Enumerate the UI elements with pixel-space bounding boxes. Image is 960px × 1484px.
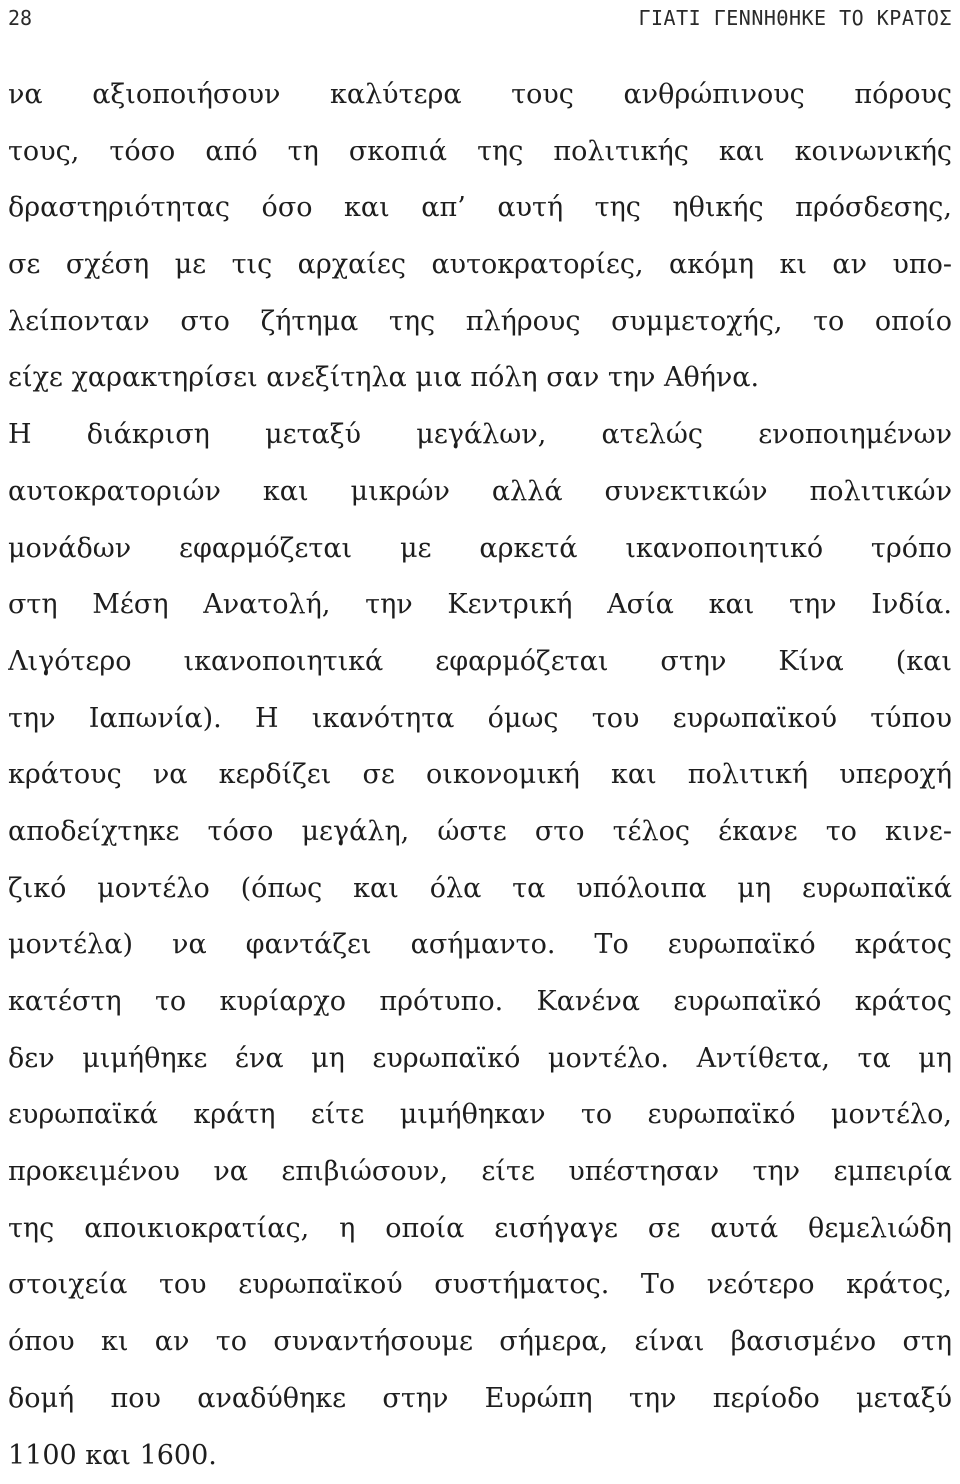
text-line: είχε χαρακτηρίσει ανεξίτηλα μια πόλη σαν την Αθήνα. [8, 350, 952, 407]
text-line: ευρωπαϊκά κράτη είτε μιμήθηκαν το ευρωπαϊκό μοντέλο, [8, 1087, 952, 1144]
text-line: μονάδων εφαρμόζεται με αρκετά ικανοποιητικό τρόπο [8, 521, 952, 578]
body-text [8, 67, 952, 1484]
text-line: να αξιοποιήσουν καλύτερα τους ανθρώπινους πόρους [8, 67, 952, 124]
running-header [8, 6, 952, 36]
text-line: Η διάκριση μεταξύ μεγάλων, ατελώς ενοποιημένων [8, 407, 952, 464]
text-line: κράτους να κερδίζει σε οικονομική και πολιτική υπεροχή [8, 747, 952, 804]
text-line: όπου κι αν το συναντήσουμε σήμερα, είναι βασισμένο στη [8, 1314, 952, 1371]
text-line: προκειμένου να επιβιώσουν, είτε υπέστησαν την εμπειρία [8, 1144, 952, 1201]
text-line: 1100 και 1600. [8, 1428, 952, 1484]
text-line: Λιγότερο ικανοποιητικά εφαρμόζεται στην Κίνα (και [8, 634, 952, 691]
chapter-title: ΓΙΑΤΙ ΓΕΝΝΗΘΗΚΕ ΤΟ ΚΡΑΤΟΣ [638, 6, 952, 30]
text-line: μοντέλα) να φαντάζει ασήμαντο. Το ευρωπαϊκό κράτος [8, 917, 952, 974]
text-line: δραστηριότητας όσο και απ’ αυτή της ηθικής πρόσδεσης, [8, 180, 952, 237]
text-line: αποδείχτηκε τόσο μεγάλη, ώστε στο τέλος έκανε το κινε- [8, 804, 952, 861]
text-line: δομή που αναδύθηκε στην Ευρώπη την περίοδο μεταξύ [8, 1371, 952, 1428]
text-line: σε σχέση με τις αρχαίες αυτοκρατορίες, ακόμη κι αν υπο- [8, 237, 952, 294]
text-line: ζικό μοντέλο (όπως και όλα τα υπόλοιπα μη ευρωπαϊκά [8, 861, 952, 918]
text-line: στοιχεία του ευρωπαϊκού συστήματος. Το νεότερο κράτος, [8, 1257, 952, 1314]
page-number: 28 [8, 6, 32, 30]
text-line: τους, τόσο από τη σκοπιά της πολιτικής και κοινωνικής [8, 124, 952, 181]
text-line: λείπονταν στο ζήτημα της πλήρους συμμετοχής, το οποίο [8, 294, 952, 351]
text-line: δεν μιμήθηκε ένα μη ευρωπαϊκό μοντέλο. Αντίθετα, τα μη [8, 1031, 952, 1088]
text-line: την Ιαπωνία). Η ικανότητα όμως του ευρωπαϊκού τύπου [8, 691, 952, 748]
text-line: κατέστη το κυρίαρχο πρότυπο. Κανένα ευρωπαϊκό κράτος [8, 974, 952, 1031]
text-line: στη Μέση Ανατολή, την Κεντρική Ασία και την Ινδία. [8, 577, 952, 634]
text-line: της αποικιοκρατίας, η οποία εισήγαγε σε αυτά θεμελιώδη [8, 1201, 952, 1258]
text-line: αυτοκρατοριών και μικρών αλλά συνεκτικών πολιτικών [8, 464, 952, 521]
